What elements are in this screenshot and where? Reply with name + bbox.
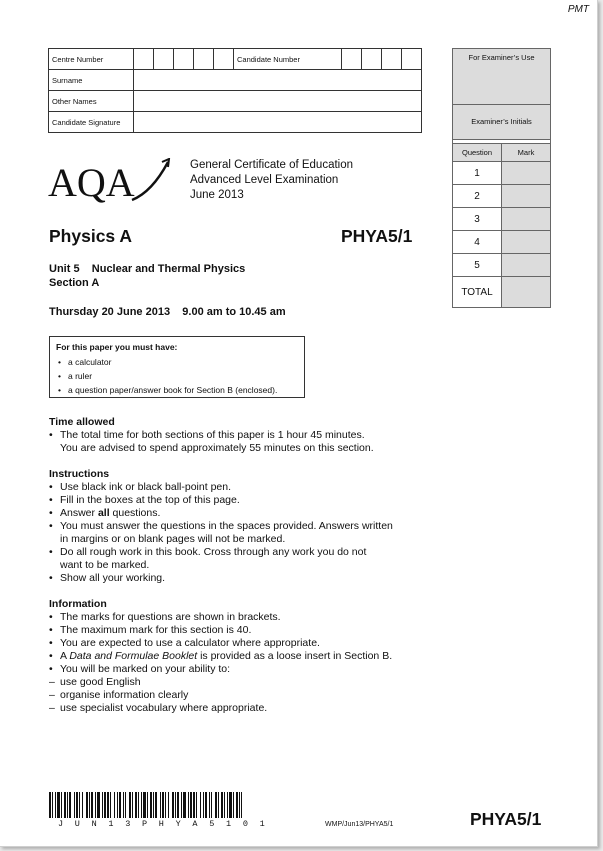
barcode-bar: [221, 792, 223, 818]
centre-number-label: Centre Number: [49, 49, 134, 70]
barcode-bar: [190, 792, 192, 818]
barcode-bar: [49, 792, 51, 818]
barcode-bar: [57, 792, 60, 818]
requirements-heading: For this paper you must have:: [56, 342, 178, 352]
qualification-title: General Certificate of Education: [190, 159, 354, 171]
barcode-bar: [218, 792, 219, 818]
instruction-item: • Do all rough work in this book. Cross through any work you do not: [49, 546, 429, 559]
barcode: [49, 792, 242, 818]
time-allowed-line: You are advised to spend approximately 55 minutes on this section.: [60, 442, 374, 454]
information-heading: Information: [49, 598, 107, 610]
exam-date-time: Thursday 20 June 2013 9.00 am to 10.45 am: [49, 306, 286, 318]
barcode-bar: [52, 792, 53, 818]
centre-number-box[interactable]: [214, 49, 234, 70]
barcode-bar: [168, 792, 169, 818]
barcode-bar: [236, 792, 238, 818]
barcode-bar: [86, 792, 88, 818]
barcode-bar: [209, 792, 210, 818]
barcode-bar: [76, 792, 78, 818]
requirement-item: • a ruler: [68, 369, 298, 383]
barcode-bar: [97, 792, 100, 818]
barcode-bar: [172, 792, 174, 818]
information-text: is provided as a loose insert in Section B.: [197, 650, 393, 662]
instructions-section: [49, 468, 429, 585]
centre-number-box[interactable]: [134, 49, 154, 70]
barcode-bar: [233, 792, 234, 818]
information-item: • You will be marked on your ability to:: [49, 663, 429, 676]
barcode-bar: [129, 792, 131, 818]
examiner-use-box: [452, 48, 551, 308]
barcode-bar: [153, 792, 154, 818]
barcode-bar: [135, 792, 137, 818]
barcode-bar: [114, 792, 115, 818]
barcode-bar: [193, 792, 195, 818]
barcode-bar: [165, 792, 166, 818]
candidate-number-box[interactable]: [342, 49, 362, 70]
exam-board-info: [190, 158, 353, 203]
barcode-bar: [224, 792, 225, 818]
mark-column-header: Mark: [502, 144, 551, 162]
information-item: [49, 650, 429, 663]
other-names-label: Other Names: [49, 91, 134, 112]
barcode-bar: [175, 792, 176, 818]
subject-title: Physics A: [49, 226, 133, 246]
barcode-bar: [69, 792, 71, 818]
centre-number-box[interactable]: [174, 49, 194, 70]
candidate-number-box[interactable]: [382, 49, 402, 70]
examiner-initials-label: Examiner’s Initials: [453, 105, 550, 140]
barcode-bar: [143, 792, 146, 818]
candidate-number-box[interactable]: [362, 49, 382, 70]
information-item: • The marks for questions are shown in brackets.: [49, 611, 429, 624]
barcode-bar: [104, 792, 106, 818]
barcode-bar: [125, 792, 126, 818]
barcode-bar: [64, 792, 66, 818]
barcode-bar: [229, 792, 232, 818]
footer-paper-code: PHYA5/1: [470, 809, 542, 829]
barcode-bar: [117, 792, 118, 818]
barcode-bar: [74, 792, 75, 818]
barcode-bar: [61, 792, 62, 818]
centre-number-box[interactable]: [194, 49, 214, 70]
instructions-heading: Instructions: [49, 468, 110, 480]
barcode-bar: [67, 792, 68, 818]
total-label: TOTAL: [453, 277, 502, 308]
barcode-bar: [211, 792, 212, 818]
corner-mark: PMT: [567, 4, 589, 15]
time-allowed-line: • The total time for both sections of this paper is 1 hour 45 minutes.: [49, 429, 429, 442]
candidate-signature-label: Candidate Signature: [49, 112, 134, 133]
mark-cell[interactable]: [502, 185, 551, 208]
mark-cell[interactable]: [502, 254, 551, 277]
exam-level: Advanced Level Examination: [190, 174, 339, 186]
mark-cell[interactable]: [502, 208, 551, 231]
barcode-bar: [107, 792, 109, 818]
logo-swoosh: [132, 162, 168, 200]
footer-reference: WMP/Jun13/PHYA5/1: [325, 821, 394, 828]
barcode-bar: [203, 792, 204, 818]
barcode-bar: [138, 792, 139, 818]
unit-title: Unit 5 Nuclear and Thermal Physics: [49, 263, 246, 275]
information-item: • You are expected to use a calculator where appropriate.: [49, 637, 429, 650]
time-allowed-section: [49, 416, 429, 455]
booklet-title: Data and Formulae Booklet: [69, 650, 198, 662]
instruction-item: • Show all your working.: [49, 572, 429, 585]
barcode-text: J U N 1 3 P H Y A 5 1 0 1: [58, 819, 269, 829]
barcode-bar: [141, 792, 142, 818]
mark-cell[interactable]: [502, 231, 551, 254]
barcode-bar: [188, 792, 189, 818]
barcode-bar: [241, 792, 242, 818]
instruction-continuation: want to be marked.: [60, 559, 150, 571]
surname-label: Surname: [49, 70, 134, 91]
barcode-bar: [95, 792, 96, 818]
question-column-header: Question: [453, 144, 502, 162]
barcode-bar: [91, 792, 93, 818]
surname-field[interactable]: [134, 70, 422, 91]
aqa-logo: [48, 158, 176, 204]
instruction-text: questions.: [109, 507, 161, 519]
question-number: 3: [453, 208, 502, 231]
question-number: 1: [453, 162, 502, 185]
question-number: 2: [453, 185, 502, 208]
instruction-item: • Fill in the boxes at the top of this page.: [49, 494, 429, 507]
barcode-bar: [196, 792, 197, 818]
barcode-bar: [160, 792, 161, 818]
question-number: 4: [453, 231, 502, 254]
instruction-text: Answer: [60, 507, 98, 519]
mark-cell[interactable]: [502, 162, 551, 185]
barcode-bar: [123, 792, 124, 818]
barcode-bar: [162, 792, 164, 818]
examiner-use-heading: For Examiner’s Use: [453, 49, 550, 105]
barcode-bar: [177, 792, 179, 818]
time-allowed-heading: Time allowed: [49, 416, 115, 428]
information-section: [49, 598, 429, 715]
question-number: 5: [453, 254, 502, 277]
information-text: A: [60, 650, 70, 662]
barcode-bar: [227, 792, 228, 818]
barcode-bar: [110, 792, 111, 818]
candidate-number-box[interactable]: [402, 49, 422, 70]
requirement-item: • a question paper/answer book for Section B (enclosed).: [68, 383, 298, 397]
marks-table: [453, 144, 550, 307]
barcode-bar: [155, 792, 157, 818]
information-item: • The maximum mark for this section is 40.: [49, 624, 429, 637]
assessment-criterion: – organise information clearly: [49, 689, 429, 702]
instruction-emphasis: all: [97, 507, 110, 519]
requirements-box: [49, 336, 305, 398]
barcode-bar: [200, 792, 201, 818]
assessment-criterion: – use good English: [49, 676, 429, 689]
candidate-signature-field[interactable]: [134, 112, 422, 133]
instruction-item: [49, 507, 429, 520]
barcode-bar: [147, 792, 148, 818]
aqa-logo-text: AQA: [48, 160, 135, 204]
barcode-bar: [205, 792, 207, 818]
total-mark-cell[interactable]: [502, 277, 551, 308]
assessment-criterion: – use specialist vocabulary where appropriate.: [49, 702, 429, 715]
barcode-bar: [150, 792, 152, 818]
requirements-list: [56, 355, 298, 397]
barcode-bar: [79, 792, 80, 818]
barcode-bar: [119, 792, 121, 818]
other-names-field[interactable]: [134, 91, 422, 112]
instruction-continuation: in margins or on blank pages will not be marked.: [60, 533, 286, 545]
barcode-bar: [102, 792, 103, 818]
unit-info: [49, 262, 245, 290]
barcode-bar: [181, 792, 182, 818]
barcode-bar: [89, 792, 90, 818]
barcode-bar: [82, 792, 83, 818]
exam-session: June 2013: [190, 189, 244, 201]
candidate-details-table: [48, 48, 422, 133]
barcode-bar: [132, 792, 133, 818]
instruction-item: • You must answer the questions in the spaces provided. Answers written: [49, 520, 429, 533]
barcode-bar: [55, 792, 56, 818]
instruction-item: • Use black ink or black ball-point pen.: [49, 481, 429, 494]
paper-code: PHYA5/1: [341, 226, 413, 246]
barcode-bar: [239, 792, 240, 818]
section-label: Section A: [49, 277, 100, 289]
centre-number-box[interactable]: [154, 49, 174, 70]
requirement-item: • a calculator: [68, 355, 298, 369]
barcode-bar: [215, 792, 217, 818]
barcode-bar: [183, 792, 186, 818]
candidate-number-label: Candidate Number: [234, 49, 342, 70]
